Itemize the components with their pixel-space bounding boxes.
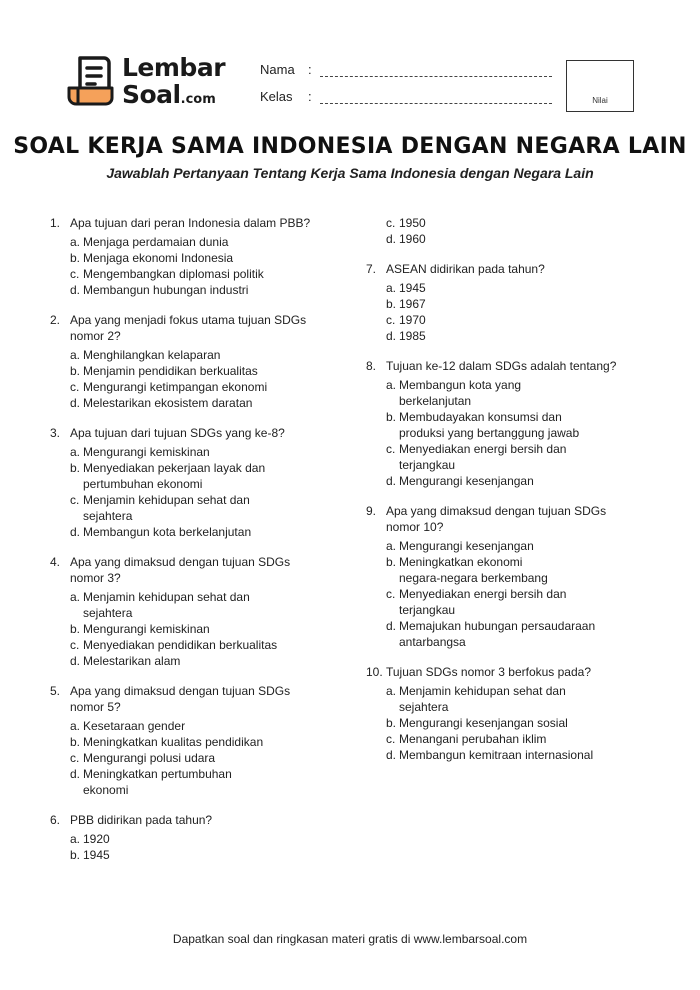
logo-line2 <box>122 81 225 113</box>
option-letter: a. <box>386 539 397 553</box>
option-letter: b. <box>70 735 81 749</box>
answer-option[interactable] <box>386 538 666 554</box>
answer-option[interactable] <box>70 250 350 266</box>
name-label: Nama <box>260 62 295 77</box>
class-field[interactable] <box>260 89 320 104</box>
answer-option[interactable] <box>70 444 350 460</box>
answer-option[interactable] <box>70 282 350 298</box>
answer-option[interactable] <box>386 715 666 731</box>
right-column <box>366 215 666 777</box>
page-title: SOAL KERJA SAMA INDONESIA DENGAN NEGARA LAIN <box>13 134 687 159</box>
option-letter: c. <box>70 493 80 507</box>
option-text: Menyediakan pendidikan berkualitas <box>83 638 278 652</box>
grade-box[interactable] <box>566 60 634 112</box>
question-number: 2. <box>50 313 61 327</box>
question-text: Tujuan SDGs nomor 3 berfokus pada? <box>386 665 592 679</box>
option-letter: a. <box>386 378 397 392</box>
footer-text: Dapatkan soal dan ringkasan materi gratis di www.lembarsoal.com <box>172 932 528 946</box>
option-text: 1970 <box>399 313 426 327</box>
logo-line2-text: Soal <box>122 80 181 109</box>
option-text: Mengurangi kemiskinan <box>83 622 210 636</box>
answer-option[interactable] <box>70 734 350 750</box>
answer-option[interactable] <box>70 589 350 621</box>
question-text: ASEAN didirikan pada tahun? <box>386 262 545 276</box>
question-item <box>50 425 350 540</box>
question-item <box>366 215 666 247</box>
answer-options <box>70 347 350 411</box>
option-letter: b. <box>386 297 397 311</box>
option-text: Menangani perubahan iklim <box>399 732 547 746</box>
question-item <box>50 812 350 863</box>
option-letter: b. <box>386 410 397 424</box>
logo <box>66 53 226 110</box>
question-number: 8. <box>366 359 377 373</box>
name-line[interactable] <box>320 76 552 77</box>
option-letter: a. <box>70 348 81 362</box>
option-letter: a. <box>386 281 397 295</box>
option-letter: d. <box>70 283 81 297</box>
question-number: 10. <box>366 665 383 679</box>
option-letter: d. <box>386 748 397 762</box>
option-text: Menjaga ekonomi Indonesia <box>83 251 234 265</box>
option-text: Menjaga perdamaian dunia <box>83 235 229 249</box>
option-letter: c. <box>386 216 396 230</box>
question-text: Apa yang dimaksud dengan tujuan SDGs nomor 10? <box>386 504 607 534</box>
option-letter: d. <box>70 396 81 410</box>
option-text: Mengurangi kesenjangan sosial <box>399 716 568 730</box>
question-text: Apa yang dimaksud dengan tujuan SDGs nomor 3? <box>70 555 291 585</box>
option-text: Menjamin kehidupan sehat dan sejahtera <box>83 590 250 620</box>
answer-option[interactable] <box>386 473 666 489</box>
option-letter: d. <box>70 654 81 668</box>
name-colon: : <box>308 62 312 77</box>
option-text: Mengurangi kesenjangan <box>399 539 534 553</box>
option-letter: a. <box>70 590 81 604</box>
answer-option[interactable] <box>70 460 350 492</box>
answer-options <box>386 280 666 344</box>
question-text: PBB didirikan pada tahun? <box>70 813 213 827</box>
answer-options <box>386 538 666 650</box>
option-text: 1967 <box>399 297 426 311</box>
answer-options <box>386 683 666 763</box>
answer-option[interactable] <box>70 750 350 766</box>
question-item <box>366 503 666 650</box>
answer-option[interactable] <box>386 377 666 409</box>
option-text: Mengembangkan diplomasi politik <box>83 267 264 281</box>
option-letter: a. <box>70 719 81 733</box>
option-text: 1960 <box>399 232 426 246</box>
option-text: 1920 <box>83 832 110 846</box>
question-item <box>50 215 350 298</box>
document-logo-icon <box>66 54 118 108</box>
answer-option[interactable] <box>386 280 666 296</box>
answer-options <box>70 831 350 863</box>
option-text: Membangun kemitraan internasional <box>399 748 594 762</box>
option-letter: c. <box>70 751 80 765</box>
question-number: 7. <box>366 262 377 276</box>
option-letter: c. <box>386 313 396 327</box>
class-line[interactable] <box>320 103 552 104</box>
option-text: Kesetaraan gender <box>83 719 186 733</box>
option-text: Menyediakan energi bersih dan terjangkau <box>399 587 567 617</box>
answer-option[interactable] <box>70 379 350 395</box>
answer-option[interactable] <box>386 409 666 441</box>
option-letter: a. <box>386 684 397 698</box>
answer-option[interactable] <box>70 718 350 734</box>
question-item <box>366 664 666 763</box>
question-number: 5. <box>50 684 61 698</box>
answer-option[interactable] <box>70 347 350 363</box>
answer-options <box>70 234 350 298</box>
left-column <box>50 215 350 877</box>
answer-option[interactable] <box>70 831 350 847</box>
option-letter: b. <box>386 555 397 569</box>
question-text: Apa yang menjadi fokus utama tujuan SDGs nomor 2? <box>70 313 307 343</box>
question-number: 6. <box>50 813 61 827</box>
page-subtitle: Jawablah Pertanyaan Tentang Kerja Sama Indonesia dengan Negara Lain <box>106 165 594 181</box>
option-letter: a. <box>70 235 81 249</box>
question-number: 4. <box>50 555 61 569</box>
option-letter: b. <box>386 716 397 730</box>
answer-option[interactable] <box>70 524 350 540</box>
option-text: Membangun kota berkelanjutan <box>83 525 252 539</box>
answer-option[interactable] <box>386 731 666 747</box>
option-letter: c. <box>70 267 80 281</box>
question-number: 9. <box>366 504 377 518</box>
answer-option[interactable] <box>70 766 350 798</box>
answer-option[interactable] <box>386 747 666 763</box>
option-text: Mengurangi ketimpangan ekonomi <box>83 380 268 394</box>
option-text: Melestarikan alam <box>83 654 181 668</box>
question-text: Apa tujuan dari tujuan SDGs yang ke-8? <box>70 426 285 440</box>
option-letter: c. <box>386 587 396 601</box>
answer-option[interactable] <box>386 683 666 715</box>
name-field[interactable] <box>260 62 320 77</box>
option-letter: d. <box>386 474 397 488</box>
question-text: Apa yang dimaksud dengan tujuan SDGs nomor 5? <box>70 684 291 714</box>
question-item <box>50 554 350 669</box>
option-text: Menjamin kehidupan sehat dan sejahtera <box>83 493 250 523</box>
answer-option[interactable] <box>386 618 666 650</box>
answer-option[interactable] <box>70 266 350 282</box>
option-text: Meningkatkan pertumbuhan ekonomi <box>83 767 232 797</box>
option-text: Menjamin pendidikan berkualitas <box>83 364 258 378</box>
question-number: 1. <box>50 216 61 230</box>
option-text: Melestarikan ekosistem daratan <box>83 396 253 410</box>
option-text: Membudayakan konsumsi dan produksi yang bertanggung jawab <box>399 410 580 440</box>
answer-options <box>386 377 666 489</box>
answer-option[interactable] <box>70 637 350 653</box>
question-text: Apa tujuan dari peran Indonesia dalam PBB? <box>70 216 311 230</box>
answer-option[interactable] <box>386 231 666 247</box>
answer-option[interactable] <box>386 441 666 473</box>
option-text: 1945 <box>83 848 110 862</box>
option-text: 1945 <box>399 281 426 295</box>
option-letter: b. <box>70 848 81 862</box>
option-letter: c. <box>70 638 80 652</box>
answer-option[interactable] <box>386 312 666 328</box>
answer-option[interactable] <box>386 328 666 344</box>
option-letter: b. <box>70 251 81 265</box>
option-text: Membangun hubungan industri <box>83 283 249 297</box>
answer-option[interactable] <box>386 586 666 618</box>
option-letter: d. <box>70 525 81 539</box>
option-letter: c. <box>386 442 396 456</box>
logo-suffix: .com <box>180 92 216 107</box>
option-text: Menghilangkan kelaparan <box>83 348 221 362</box>
question-item <box>50 683 350 798</box>
answer-option[interactable] <box>70 847 350 863</box>
grade-label: Nilai <box>592 96 608 105</box>
answer-options <box>386 215 666 247</box>
class-label: Kelas <box>260 89 293 104</box>
answer-option[interactable] <box>70 234 350 250</box>
option-letter: c. <box>70 380 80 394</box>
option-letter: d. <box>386 329 397 343</box>
question-item <box>366 261 666 344</box>
answer-option[interactable] <box>386 296 666 312</box>
question-item <box>50 312 350 411</box>
option-letter: a. <box>70 832 81 846</box>
option-letter: b. <box>70 364 81 378</box>
answer-options <box>70 718 350 798</box>
question-text: Tujuan ke-12 dalam SDGs adalah tentang? <box>386 359 617 373</box>
option-text: 1985 <box>399 329 426 343</box>
logo-wordmark <box>122 54 225 113</box>
option-letter: d. <box>386 232 397 246</box>
answer-option[interactable] <box>386 554 666 586</box>
answer-options <box>70 589 350 669</box>
option-text: Membangun kota yang berkelanjutan <box>399 378 522 408</box>
answer-options <box>70 444 350 540</box>
option-letter: c. <box>386 732 396 746</box>
class-colon: : <box>308 89 312 104</box>
option-text: Memajukan hubungan persaudaraan antarbangsa <box>399 619 596 649</box>
option-letter: b. <box>70 622 81 636</box>
answer-option[interactable] <box>70 363 350 379</box>
answer-option[interactable] <box>70 395 350 411</box>
answer-option[interactable] <box>70 653 350 669</box>
answer-option[interactable] <box>70 492 350 524</box>
option-text: Mengurangi kemiskinan <box>83 445 210 459</box>
question-item <box>366 358 666 489</box>
option-letter: a. <box>70 445 81 459</box>
option-text: Meningkatkan kualitas pendidikan <box>83 735 264 749</box>
option-letter: b. <box>70 461 81 475</box>
option-text: Menyediakan pekerjaan layak dan pertumbuhan ekonomi <box>83 461 266 491</box>
option-text: Mengurangi kesenjangan <box>399 474 534 488</box>
option-letter: d. <box>386 619 397 633</box>
option-text: Menjamin kehidupan sehat dan sejahtera <box>399 684 566 714</box>
answer-option[interactable] <box>70 621 350 637</box>
option-text: Menyediakan energi bersih dan terjangkau <box>399 442 567 472</box>
question-number: 3. <box>50 426 61 440</box>
answer-option[interactable] <box>386 215 666 231</box>
option-text: Meningkatkan ekonomi negara-negara berkembang <box>399 555 548 585</box>
option-text: Mengurangi polusi udara <box>83 751 216 765</box>
option-text: 1950 <box>399 216 426 230</box>
logo-line1: Lembar <box>122 53 226 82</box>
option-letter: d. <box>70 767 81 781</box>
